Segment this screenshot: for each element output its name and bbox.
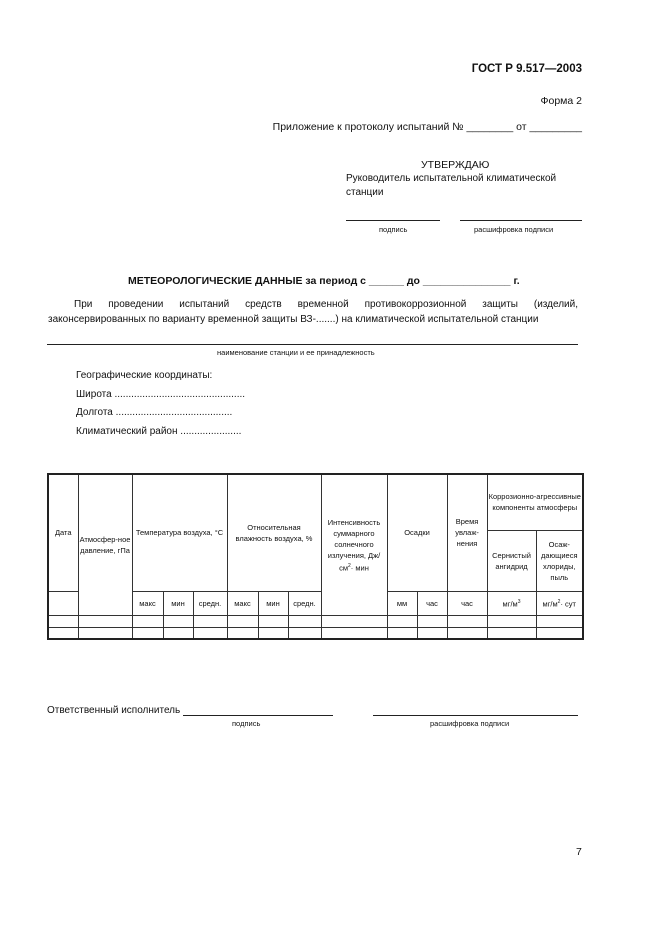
solar-text: Интенсивность суммарного солнечного излучения, Дж/см [327, 517, 381, 572]
period-end-blank: _______________ [422, 275, 511, 287]
intro-paragraph [48, 297, 578, 327]
col-sulfur-dioxide: Сернистый ангидрид [487, 530, 536, 591]
chlorides-unit-sup: 2 [557, 598, 561, 605]
hum-avg-unit: средн. [288, 591, 321, 615]
protocol-number-blank: ________ [466, 121, 514, 133]
precip-hour-unit: час [417, 591, 447, 615]
period-start-blank: ______ [368, 275, 404, 287]
appendix-text: Приложение к протоколу испытаний № [272, 121, 464, 133]
approval-decoding-line [460, 220, 582, 221]
chlorides-unit-text: мг/м [542, 599, 558, 609]
wet-hour-unit: час [447, 591, 487, 615]
climate-region-field: Климатический район ...................... [76, 426, 242, 437]
temp-avg-unit: средн. [193, 591, 227, 615]
appendix-from: от [516, 121, 527, 133]
approval-signature-label: подпись [379, 225, 408, 234]
col-pressure: Атмосфер-ное давление, гПа [78, 474, 132, 615]
col-chlorides-dust: Осаж-дающиеся хлориды, пыль [536, 530, 583, 591]
solar-sup: 2 [348, 562, 351, 569]
table-row [48, 615, 583, 627]
title-to: до [406, 275, 420, 287]
responsible-decoding-line [373, 715, 578, 716]
approval-title: УТВЕРЖДАЮ [421, 159, 490, 171]
sulfur-unit-sup: 3 [517, 598, 521, 605]
longitude-field: Долгота .......................................... [76, 407, 233, 418]
page-title [128, 275, 520, 287]
station-name-label: наименование станции и ее принадлежность [217, 348, 375, 357]
col-temperature: Температура воздуха, °С [132, 474, 227, 591]
approval-position: Руководитель испытательной климатической станции [346, 173, 557, 198]
title-year: г. [513, 275, 520, 287]
col-solar-radiation [321, 474, 387, 615]
form-number: Форма 2 [540, 95, 582, 107]
solar-tail: · мин [350, 563, 369, 572]
responsible-signature-label: подпись [232, 719, 261, 728]
protocol-date-blank: _________ [529, 121, 582, 133]
col-corrosive-components: Коррозионно-агрессивные компоненты атмосферы [487, 474, 583, 530]
date-unit-cell [48, 591, 78, 615]
col-precipitation: Осадки [387, 474, 447, 591]
responsible-label: Ответственный исполнитель [47, 705, 181, 716]
appendix-line [273, 121, 582, 133]
intro-paragraph-text: При проведении испытаний средств временной противокоррозионной защиты (изделий, законсервированных по варианту временной защиты ВЗ-.......) на климатической испытательной станции [48, 299, 578, 325]
col-wetting-time: Время увлаж-нения [447, 474, 487, 591]
approval-decoding-label: расшифровка подписи [474, 225, 554, 234]
document-code: ГОСТ Р 9.517—2003 [471, 63, 582, 75]
col-date: Дата [48, 474, 78, 591]
hum-min-unit: мин [258, 591, 288, 615]
approval-signature-line [346, 220, 440, 221]
chlorides-unit [536, 591, 583, 615]
col-humidity: Относительная влажность воздуха, % [227, 474, 321, 591]
sulfur-unit [487, 591, 536, 615]
responsible-decoding-label: расшифровка подписи [430, 719, 510, 728]
meteo-data-table [47, 473, 584, 640]
latitude-field: Широта ............................................... [76, 389, 246, 400]
temp-max-unit: макс [132, 591, 163, 615]
chlorides-unit-tail: · сут [560, 599, 576, 609]
temp-min-unit: мин [163, 591, 193, 615]
station-name-line [47, 344, 578, 345]
precip-mm-unit: мм [387, 591, 417, 615]
sulfur-unit-text: мг/м [502, 599, 518, 609]
responsible-signature-line [183, 715, 333, 716]
title-text: МЕТЕОРОЛОГИЧЕСКИЕ ДАННЫЕ за период с [128, 275, 366, 287]
table-row [48, 627, 583, 639]
page-number: 7 [576, 846, 582, 858]
hum-max-unit: макс [227, 591, 258, 615]
coordinates-heading: Географические координаты: [76, 370, 213, 381]
